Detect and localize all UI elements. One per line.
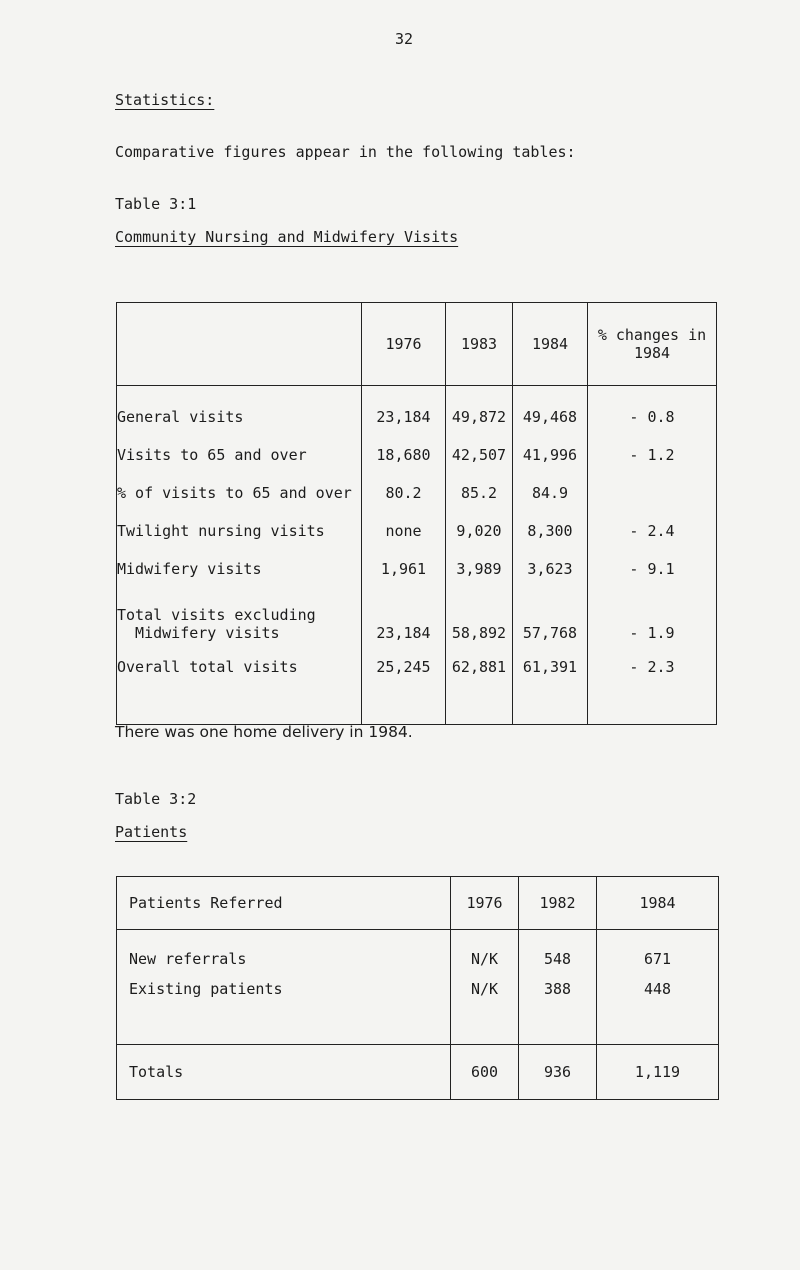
cell-1976: 80.2: [362, 474, 446, 512]
cell-change: - 2.3: [588, 648, 717, 686]
cell-1984: 671: [597, 930, 719, 969]
cell-change: [588, 474, 717, 512]
header-1984: 1984: [513, 303, 588, 386]
header-1976: 1976: [362, 303, 446, 386]
table-row: [117, 436, 717, 474]
cell-change: - 0.8: [588, 398, 717, 436]
table1-title: Community Nursing and Midwifery Visits: [115, 228, 459, 246]
header-empty: [117, 303, 362, 386]
table2-title: Patients: [115, 823, 188, 841]
cell-1984: 8,300: [513, 512, 588, 550]
cell-1976: 600: [451, 1045, 519, 1100]
header-patients-referred: Patients Referred: [117, 877, 451, 930]
cell-1984: 84.9: [513, 474, 588, 512]
cell-1983: 49,872: [446, 398, 513, 436]
page-number: 32: [395, 30, 414, 48]
header-change: % changes in 1984: [588, 303, 717, 386]
cell-1983: 3,989: [446, 550, 513, 588]
row-label: Visits to 65 and over: [117, 446, 307, 464]
cell-1984: 57,768: [513, 588, 588, 648]
row-label: New referrals: [129, 950, 247, 968]
table-row: [117, 968, 719, 1045]
header-1983: 1983: [446, 303, 513, 386]
table-header-row: [117, 303, 717, 386]
cell-1984: 49,468: [513, 398, 588, 436]
row-label: Totals: [129, 1063, 184, 1081]
header-1976: 1976: [451, 877, 519, 930]
visits-table: [116, 302, 717, 725]
home-delivery-note: There was one home delivery in 1984.: [115, 723, 413, 741]
cell-1984: 41,996: [513, 436, 588, 474]
cell-1984: 1,119: [597, 1045, 719, 1100]
table1-label: Table 3:1: [115, 195, 197, 213]
cell-1983: 62,881: [446, 648, 513, 686]
cell-1976: N/K: [451, 930, 519, 969]
row-label: General visits: [117, 408, 244, 426]
cell-1983: 85.2: [446, 474, 513, 512]
cell-1983: 42,507: [446, 436, 513, 474]
header-1982: 1982: [519, 877, 597, 930]
cell-1983: 58,892: [446, 588, 513, 648]
table-row: [117, 512, 717, 550]
table-row: [117, 398, 717, 436]
cell-change: - 1.2: [588, 436, 717, 474]
cell-1982: 388: [519, 968, 597, 1045]
cell-change: - 1.9: [588, 588, 717, 648]
row-label: Total visits excluding Midwifery visits: [117, 606, 316, 642]
row-label: Twilight nursing visits: [117, 522, 325, 540]
row-label: Midwifery visits: [117, 560, 262, 578]
patients-table: [116, 876, 719, 1100]
section-title: Statistics:: [115, 91, 215, 109]
cell-1984: 61,391: [513, 648, 588, 686]
cell-1976: 25,245: [362, 648, 446, 686]
cell-1983: 9,020: [446, 512, 513, 550]
cell-1982: 548: [519, 930, 597, 969]
cell-1984: 3,623: [513, 550, 588, 588]
intro-text: Comparative figures appear in the following tables:: [115, 143, 576, 161]
row-label: Existing patients: [117, 968, 451, 1045]
cell-change: - 9.1: [588, 550, 717, 588]
cell-1976: 23,184: [362, 588, 446, 648]
cell-change: - 2.4: [588, 512, 717, 550]
cell-1982: 936: [519, 1045, 597, 1100]
table-row: [117, 930, 719, 969]
table2-label: Table 3:2: [115, 790, 197, 808]
cell-1976: 1,961: [362, 550, 446, 588]
table-header-row: [117, 877, 719, 930]
table-row: [117, 648, 717, 686]
cell-1984: 448: [597, 968, 719, 1045]
table-row: [117, 1045, 719, 1100]
row-label: % of visits to 65 and over: [117, 484, 352, 502]
table-row: [117, 588, 717, 648]
cell-1976: 23,184: [362, 398, 446, 436]
row-label: Overall total visits: [117, 658, 298, 676]
table-row: [117, 550, 717, 588]
header-1984: 1984: [597, 877, 719, 930]
cell-1976: N/K: [451, 968, 519, 1045]
table-row: [117, 474, 717, 512]
cell-1976: 18,680: [362, 436, 446, 474]
cell-1976: none: [362, 512, 446, 550]
